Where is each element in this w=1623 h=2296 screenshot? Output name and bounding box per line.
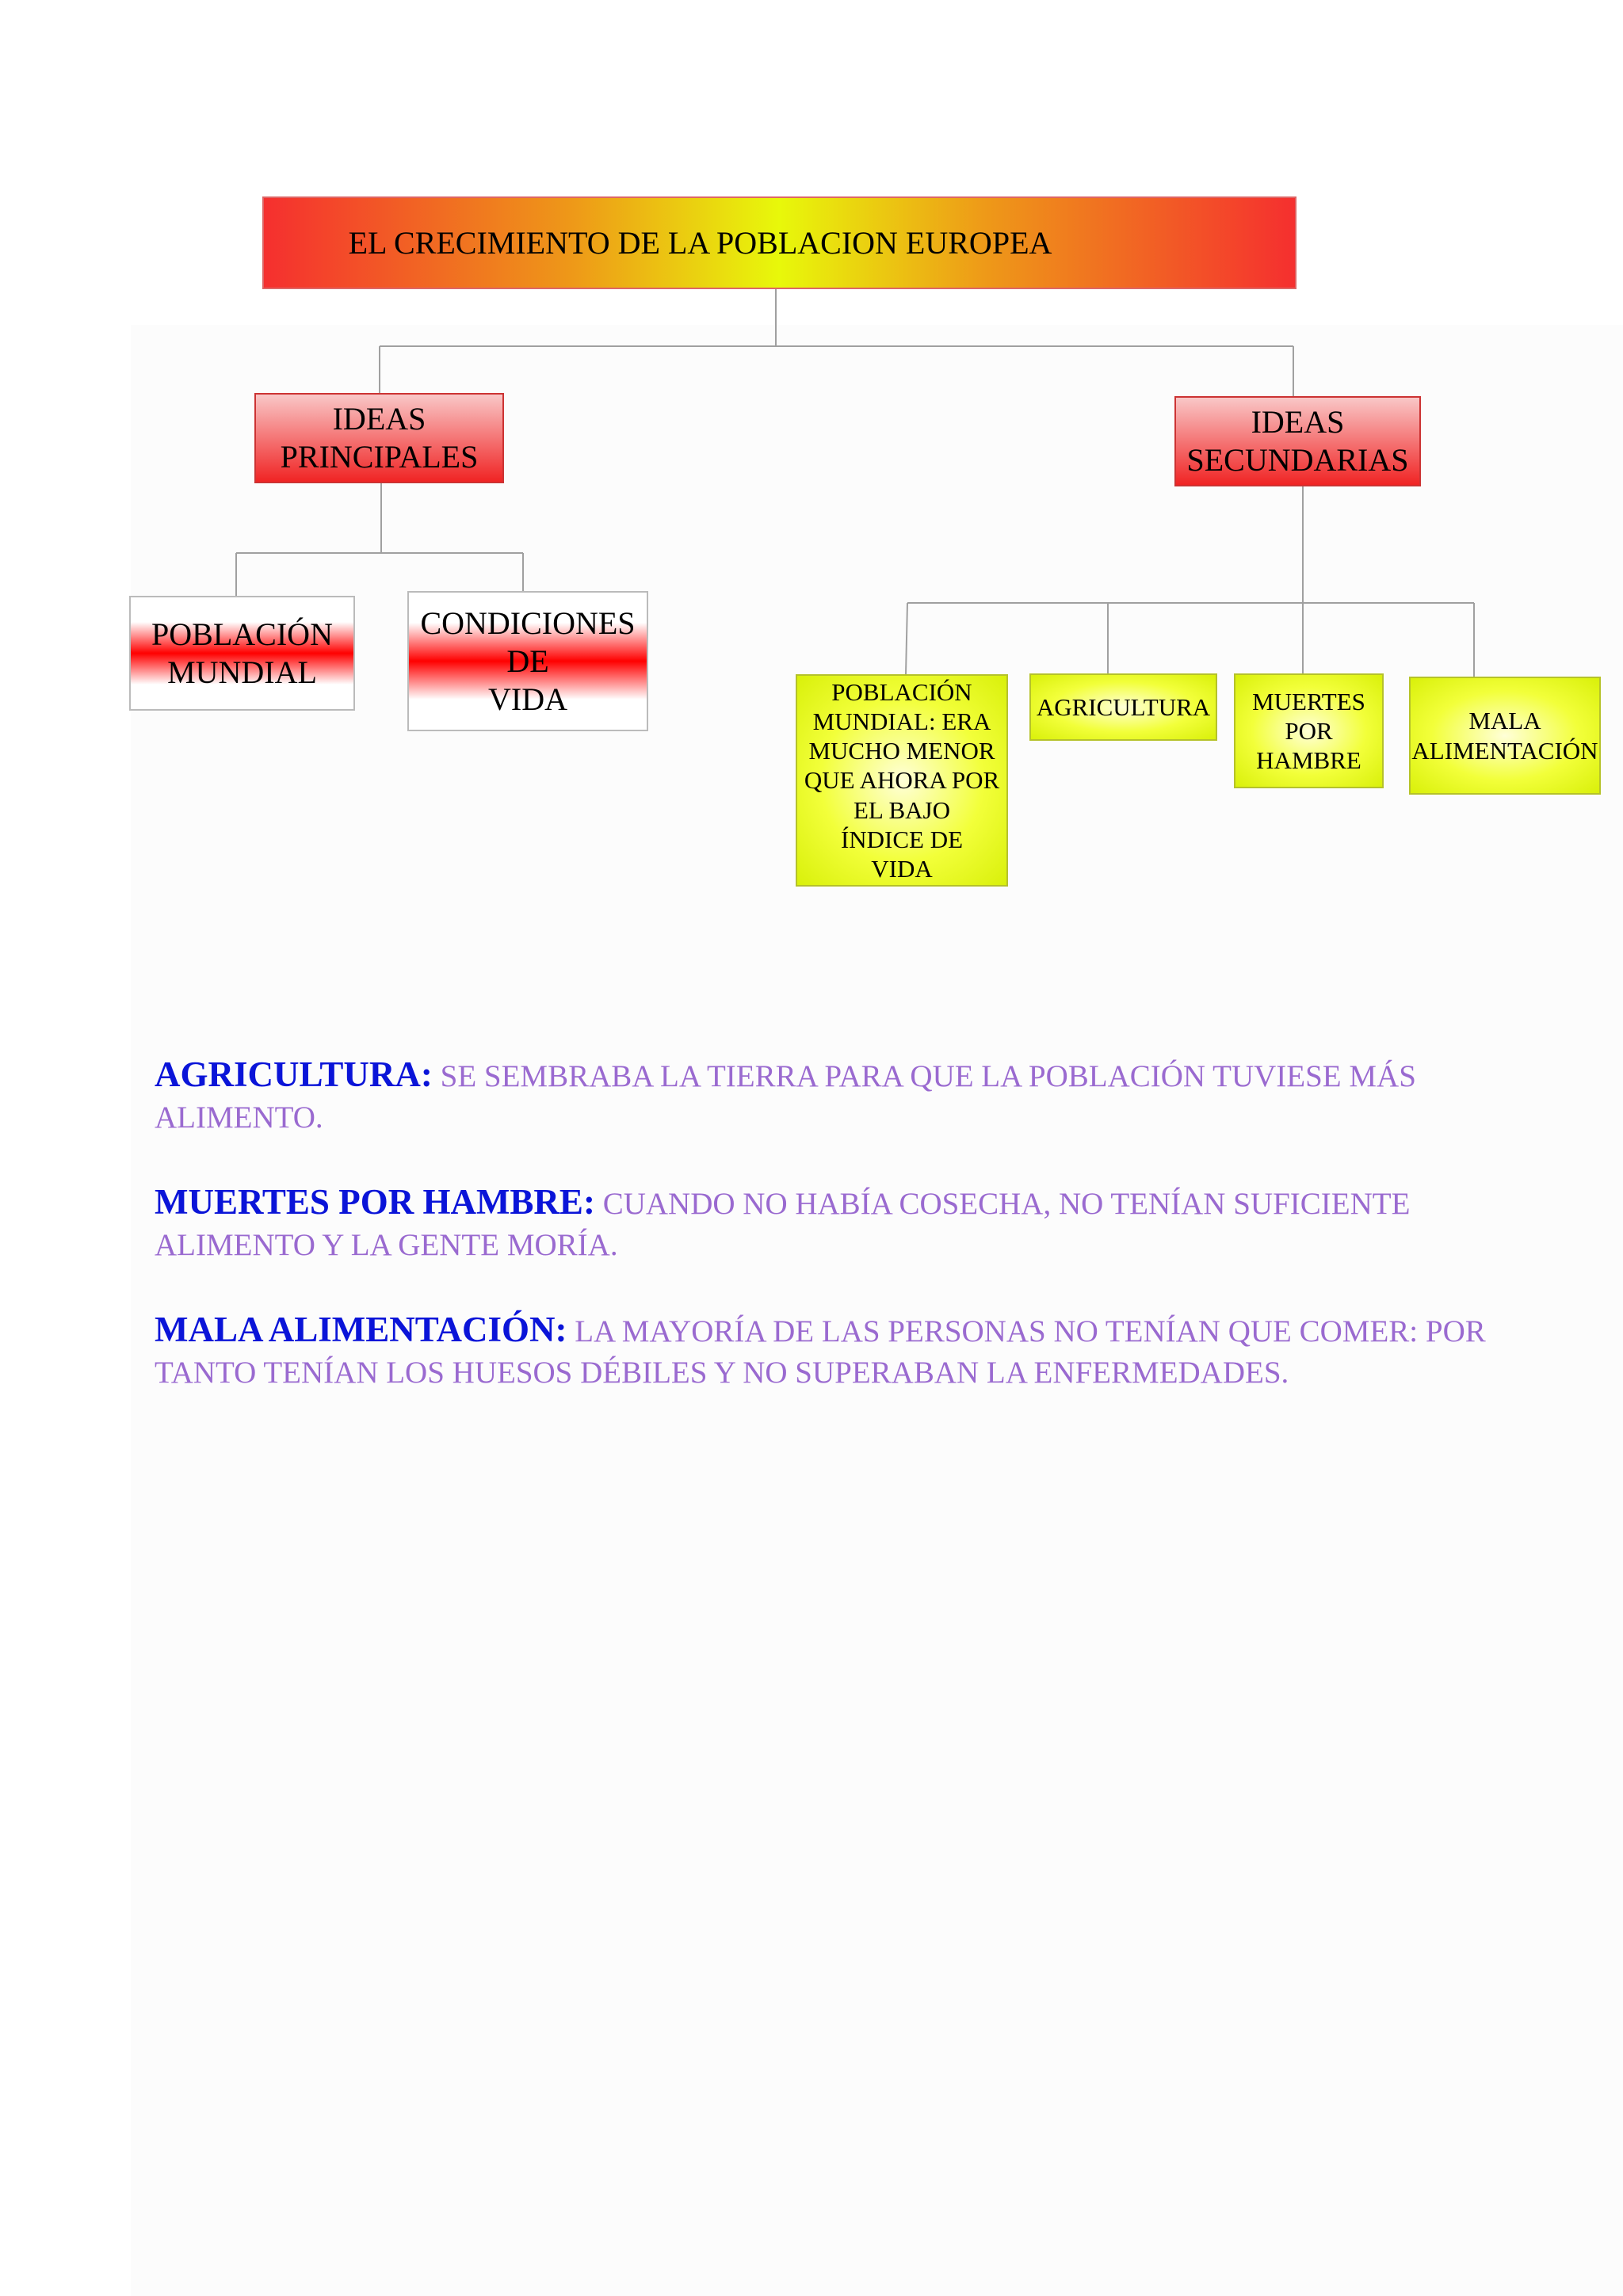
- description-agricultura: [155, 1054, 1502, 1138]
- description-text: LA MAYORÍA DE LAS PERSONAS NO TENÍAN QUE COMER: POR TANTO TENÍAN LOS HUESOS DÉBILES Y NO SUPERABAN LA ENFERMEDADES.: [155, 1314, 1486, 1390]
- node-agricultura-label: AGRICULTURA: [1036, 692, 1211, 721]
- node-poblacion-mundial-detalle-label: POBLACIÓN MUNDIAL: ERA MUCHO MENOR QUE AHORA POR EL BAJO ÍNDICE DE VIDA: [804, 677, 1000, 883]
- description-term: MUERTES POR HAMBRE:: [155, 1182, 595, 1222]
- node-muertes-por-hambre-label: MUERTES POR HAMBRE: [1252, 687, 1365, 775]
- node-poblacion-mundial: [129, 596, 355, 711]
- description-mala-alimentacion: [155, 1309, 1502, 1394]
- node-ideas-principales-label: IDEAS PRINCIPALES: [280, 401, 479, 475]
- node-agricultura: [1029, 673, 1217, 741]
- description-muertes-por-hambre: [155, 1181, 1502, 1266]
- node-muertes-por-hambre: [1234, 673, 1384, 788]
- node-condiciones-de-vida-label: CONDICIONES DE VIDA: [420, 605, 636, 717]
- node-poblacion-mundial-label: POBLACIÓN MUNDIAL: [151, 616, 333, 690]
- node-poblacion-mundial-detalle: [796, 674, 1008, 887]
- description-term: MALA ALIMENTACIÓN:: [155, 1310, 567, 1349]
- diagram-title: [262, 196, 1296, 289]
- description-text: CUANDO NO HABÍA COSECHA, NO TENÍAN SUFICIENTE ALIMENTO Y LA GENTE MORÍA.: [155, 1187, 1411, 1262]
- node-mala-alimentacion-label: MALA ALIMENTACIÓN: [1411, 707, 1598, 765]
- diagram-title-text: EL CRECIMIENTO DE LA POBLACION EUROPEA: [348, 224, 1052, 261]
- node-mala-alimentacion: [1409, 677, 1601, 795]
- connector-line: [906, 603, 907, 674]
- node-ideas-secundarias-label: IDEAS SECUNDARIAS: [1186, 404, 1409, 478]
- description-term: AGRICULTURA:: [155, 1055, 433, 1094]
- node-ideas-principales: [254, 393, 504, 483]
- description-text: SE SEMBRABA LA TIERRA PARA QUE LA POBLACIÓN TUVIESE MÁS ALIMENTO.: [155, 1059, 1416, 1135]
- node-condiciones-de-vida: [407, 591, 648, 731]
- node-ideas-secundarias: [1174, 396, 1421, 486]
